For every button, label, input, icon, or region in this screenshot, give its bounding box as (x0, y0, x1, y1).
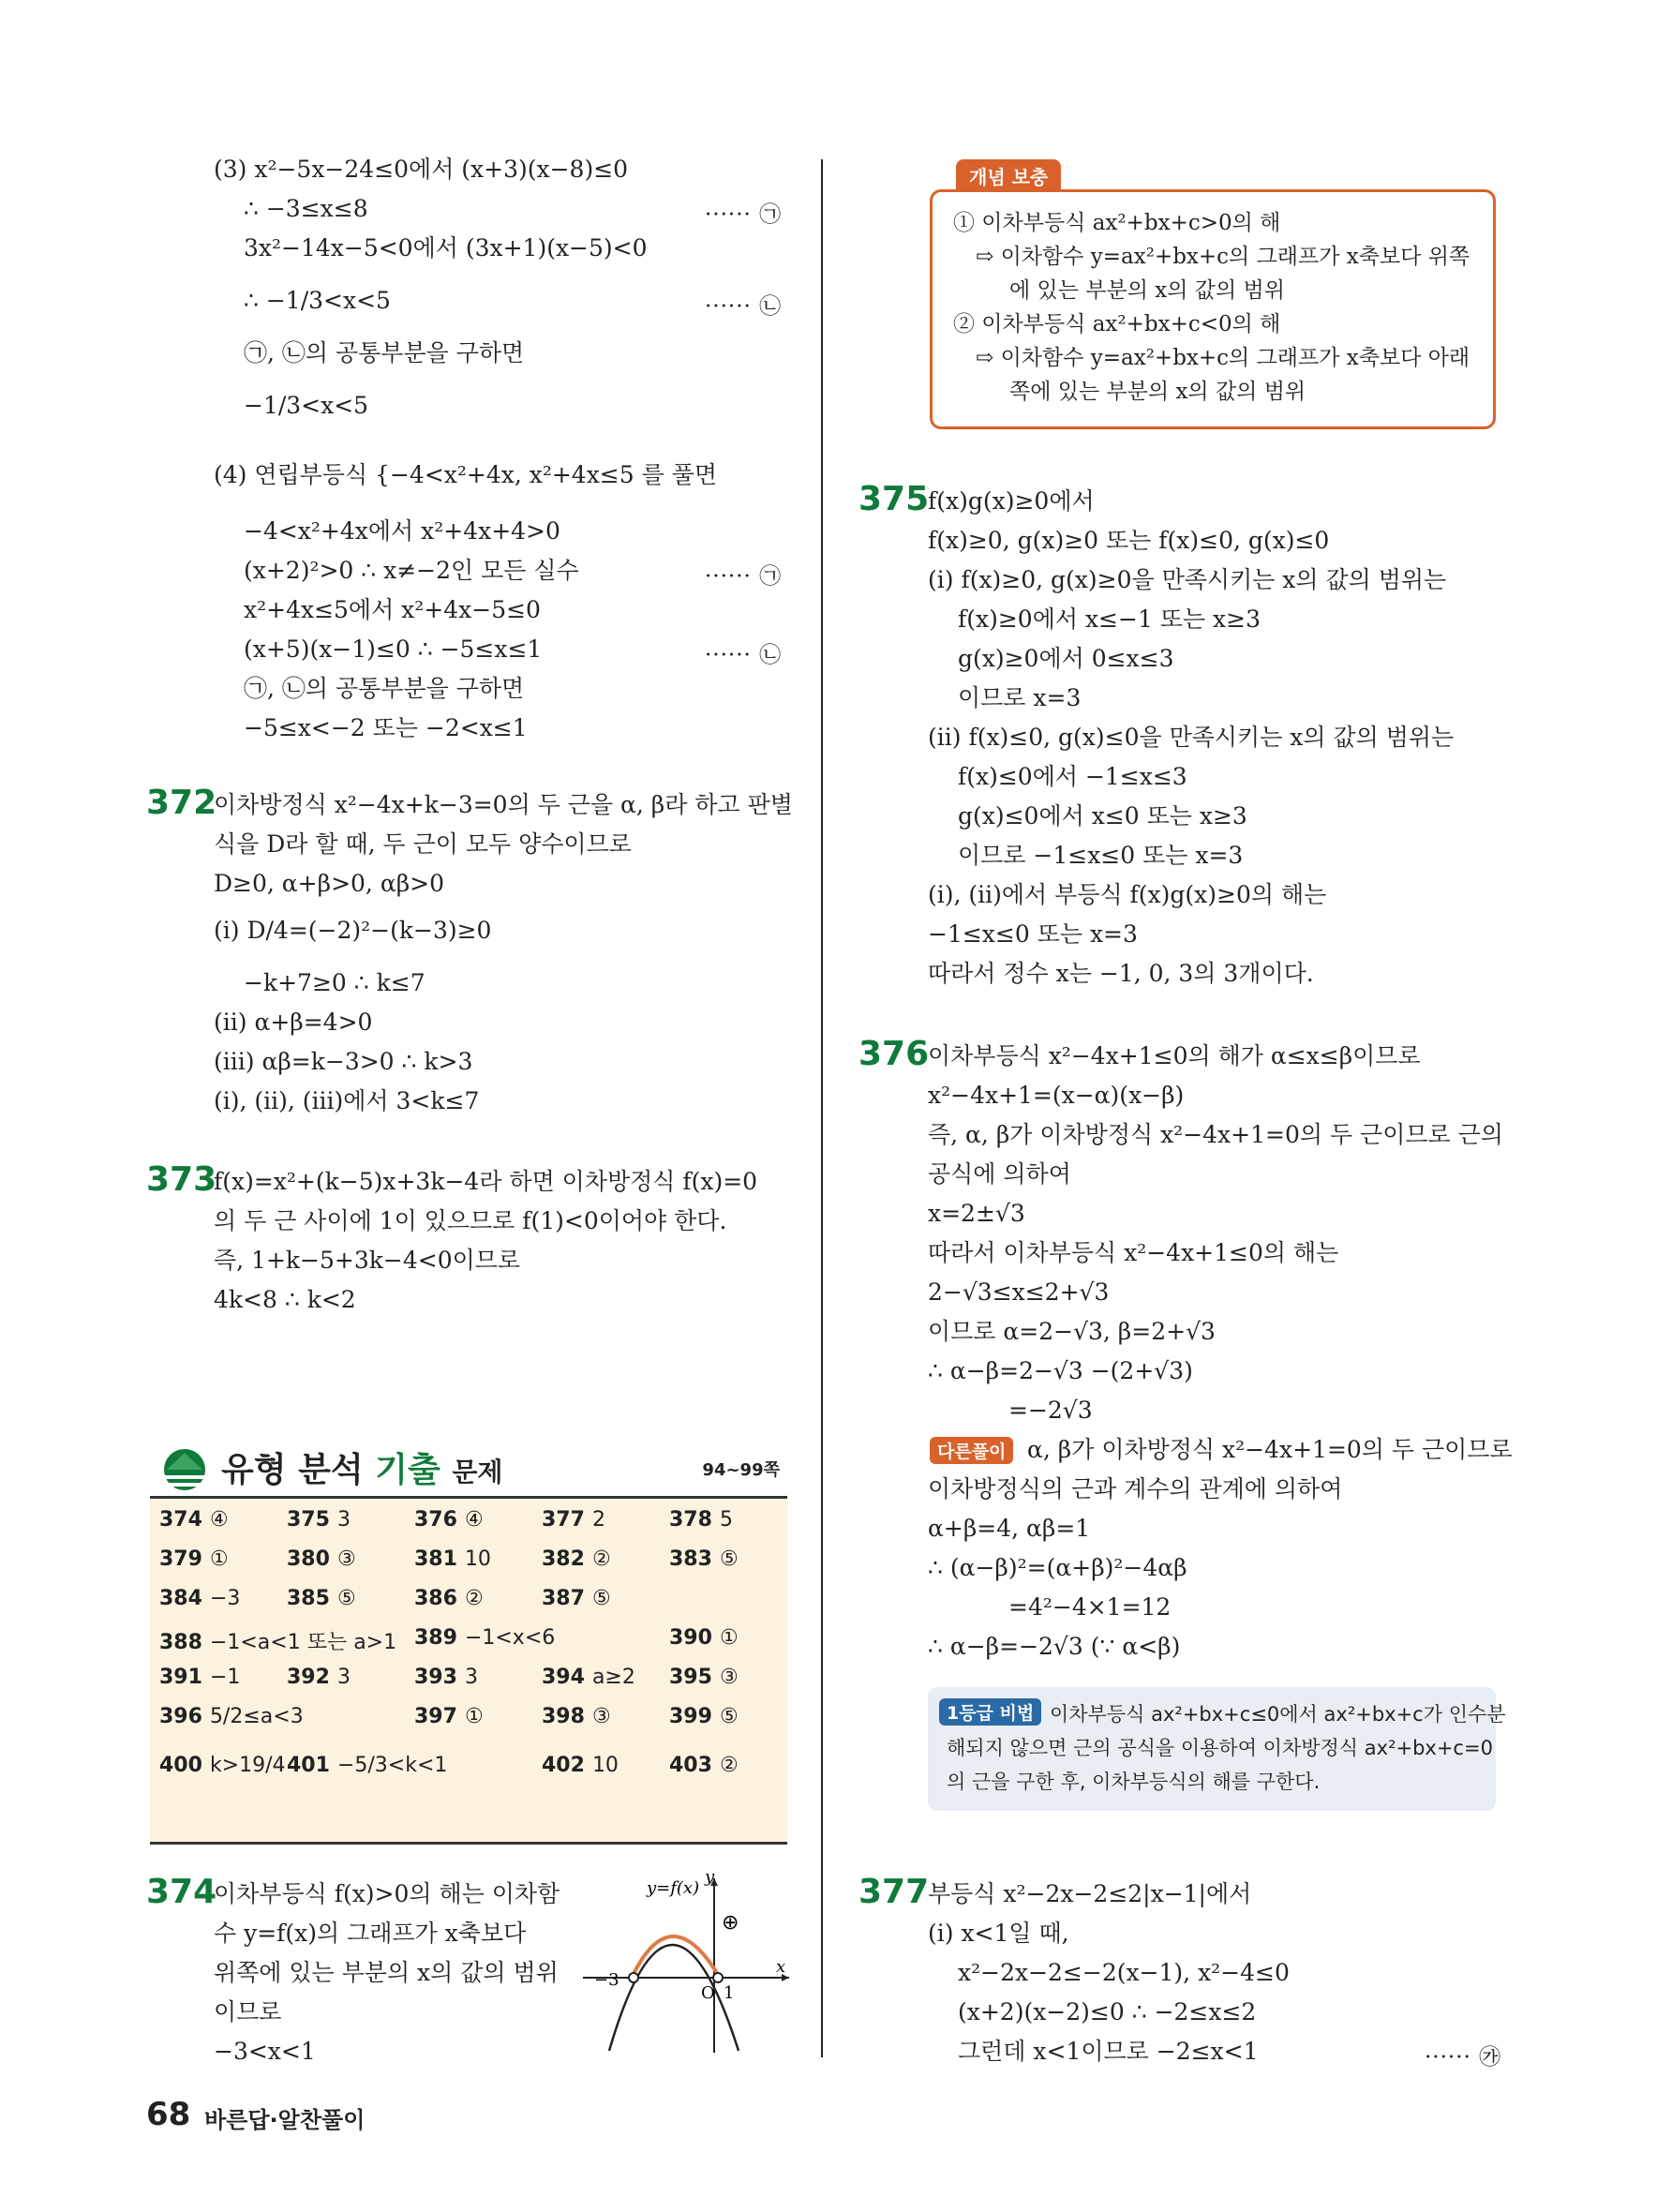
concept-line: ⇨ 이차함수 y=ax²+bx+c의 그래프가 x축보다 아래 (976, 346, 1470, 370)
answer-cell (159, 1705, 304, 1728)
concept-box (930, 189, 1496, 429)
answer-number: 403 (669, 1754, 712, 1777)
answer-cell (159, 1754, 286, 1777)
answer-cell (287, 1666, 351, 1689)
origin-label: O (701, 1983, 715, 2003)
p375-line: (ii) f(x)≤0, g(x)≤0을 만족시키는 x의 값의 범위는 (928, 724, 1455, 751)
tip-tag: 1등급 비법 (939, 1698, 1041, 1726)
answer-cell (414, 1626, 555, 1650)
tip-line: 해되지 않으면 근의 공식을 이용하여 이차방정식 ax²+bx+c=0 (947, 1737, 1493, 1759)
p375-line: −1≤x≤0 또는 x=3 (928, 920, 1138, 948)
answer-value: ④ (464, 1508, 484, 1532)
section-title-c: 기출 (375, 1451, 440, 1489)
answer-number: 377 (542, 1508, 585, 1532)
p375-line: (i), (ii)에서 부등식 f(x)g(x)≥0의 해는 (928, 881, 1327, 908)
parabola-curve (609, 1945, 739, 2051)
p376-line: x²−4x+1=(x−α)(x−β) (928, 1082, 1185, 1109)
answer-number: 400 (159, 1754, 202, 1777)
answer-number: 389 (414, 1626, 457, 1650)
root-right (713, 1973, 723, 1982)
marker: ······ ㉠ (705, 202, 783, 227)
answer-number: 390 (669, 1626, 712, 1650)
answer-value: ② (591, 1547, 611, 1571)
answer-number: 388 (159, 1631, 202, 1654)
parabola-graph (574, 1867, 799, 2055)
answer-cell (414, 1508, 484, 1532)
answer-number: 374 (159, 1508, 202, 1532)
answer-number: 399 (669, 1705, 712, 1728)
problem-number: 374 (146, 1873, 217, 1911)
p375-line: g(x)≥0에서 0≤x≤3 (958, 645, 1174, 672)
p371-3-line: −1/3<x<5 (244, 392, 369, 419)
answer-cell (159, 1508, 229, 1532)
answer-cell (542, 1508, 605, 1532)
answer-cell (287, 1587, 356, 1610)
answer-value: 10 (591, 1754, 619, 1777)
answer-cell (669, 1705, 739, 1728)
p372-line: (i), (ii), (iii)에서 3<k≤7 (214, 1087, 480, 1114)
p372-line: (i) D/4=(−2)²−(k−3)≥0 (214, 917, 492, 944)
concept-line: ② 이차부등식 ax²+bx+c<0의 해 (953, 312, 1281, 336)
answer-cell (159, 1547, 229, 1571)
answer-value: ② (719, 1754, 739, 1777)
answer-value: 10 (464, 1547, 491, 1571)
answer-cell (669, 1666, 739, 1689)
answer-cell (287, 1508, 351, 1532)
tip-line: 이차부등식 ax²+bx+c≤0에서 ax²+bx+c가 인수분 (1050, 1703, 1506, 1726)
answer-value: −3 (209, 1587, 241, 1610)
p374-line: −3<x<1 (214, 2038, 316, 2065)
p372-line: 식을 D라 할 때, 두 근이 모두 양수이므로 (214, 830, 632, 858)
p375-line: 따라서 정수 x는 −1, 0, 3의 3개이다. (928, 960, 1314, 987)
right-root-label: 1 (724, 1983, 735, 2003)
answer-cell (159, 1626, 396, 1655)
p371-3-line: (3) x²−5x−24≤0에서 (x+3)(x−8)≤0 (214, 156, 629, 183)
answer-number: 391 (159, 1666, 202, 1689)
answer-number: 381 (414, 1547, 457, 1571)
answer-value: 2 (591, 1508, 605, 1532)
answer-value: ③ (719, 1666, 739, 1689)
p372-line: −k+7≥0 ∴ k≤7 (244, 969, 425, 996)
answer-value: −1<x<6 (464, 1626, 556, 1650)
marker: ······ ㉮ (1425, 2045, 1502, 2070)
answer-cell (669, 1508, 733, 1532)
concept-line: 쪽에 있는 부분의 x의 값의 범위 (1009, 380, 1306, 404)
answer-value: ⑤ (719, 1705, 739, 1728)
answer-value: ⑤ (336, 1587, 356, 1610)
section-title-a: 유형 (221, 1451, 287, 1489)
answer-value: ⑤ (719, 1547, 739, 1571)
answer-number: 402 (542, 1754, 585, 1777)
p375-line: f(x)≤0에서 −1≤x≤3 (958, 763, 1187, 790)
p375-line: 이므로 −1≤x≤0 또는 x=3 (958, 842, 1244, 869)
answer-cell (669, 1626, 739, 1650)
answer-value: 5 (719, 1508, 733, 1532)
section-logo-icon (154, 1442, 216, 1490)
p374-line: 이차부등식 f(x)>0의 해는 이차함 (214, 1880, 560, 1907)
section-header (150, 1438, 787, 1494)
p375-line: 이므로 x=3 (958, 684, 1082, 711)
p373-line: f(x)=x²+(k−5)x+3k−4라 하면 이차방정식 f(x)=0 (214, 1168, 758, 1195)
p375-line: f(x)≥0, g(x)≥0 또는 f(x)≤0, g(x)≤0 (928, 527, 1330, 554)
p371-3-line: ∴ −3≤x≤8 (244, 195, 368, 222)
p377-line: (x+2)(x−2)≤0 ∴ −2≤x≤2 (958, 1998, 1257, 2025)
y-label: y (705, 1867, 715, 1887)
p374-line: 위쪽에 있는 부분의 x의 값의 범위 (214, 1959, 559, 1986)
answer-cell (414, 1666, 478, 1689)
answer-value: 5/2≤a<3 (209, 1705, 304, 1728)
p371-4-line: −4<x²+4x에서 x²+4x+4>0 (244, 517, 560, 545)
answer-number: 382 (542, 1547, 585, 1571)
answer-value: 3 (336, 1508, 351, 1532)
p375-line: (i) f(x)≥0, g(x)≥0을 만족시키는 x의 값의 범위는 (928, 566, 1447, 593)
answer-cell (542, 1754, 619, 1777)
answer-value: ① (209, 1547, 229, 1571)
p375-line: f(x)≥0에서 x≤−1 또는 x≥3 (958, 605, 1261, 633)
plus-sign-icon: ⊕ (722, 1911, 739, 1935)
root-left (629, 1973, 638, 1982)
answer-number: 397 (414, 1705, 457, 1728)
answer-table (150, 1496, 787, 1845)
answer-number: 401 (287, 1754, 330, 1777)
answer-number: 379 (159, 1547, 202, 1571)
answer-value: ④ (209, 1508, 229, 1532)
problem-number: 376 (858, 1035, 930, 1073)
alt-line: ∴ (α−β)²=(α+β)²−4αβ (928, 1554, 1187, 1581)
answer-number: 380 (287, 1547, 330, 1571)
answer-cell (414, 1705, 484, 1728)
answer-cell (669, 1547, 739, 1571)
alt-solution-tag: 다른풀이 (930, 1437, 1013, 1464)
marker: ······ ㉡ (705, 294, 783, 319)
p372-line: (ii) α+β=4>0 (214, 1009, 373, 1036)
p371-4-line: x²+4x≤5에서 x²+4x−5≤0 (244, 596, 541, 623)
p374-line: 수 y=f(x)의 그래프가 x축보다 (214, 1920, 527, 1947)
answer-value: ③ (336, 1547, 356, 1571)
p371-3-line: 3x²−14x−5<0에서 (3x+1)(x−5)<0 (244, 234, 648, 262)
section-pages: 94~99쪽 (702, 1460, 780, 1480)
answer-value: ⑤ (591, 1587, 611, 1610)
function-label: y=f(x) (647, 1878, 700, 1898)
answer-number: 387 (542, 1587, 585, 1610)
p376-line: x=2±√3 (928, 1200, 1025, 1227)
column-divider (821, 159, 823, 2057)
problem-number: 377 (858, 1873, 930, 1911)
p371-4-line: (x+2)²>0 ∴ x≠−2인 모든 실수 (244, 557, 579, 584)
alt-line: ∴ α−β=−2√3 (∵ α<β) (928, 1633, 1181, 1660)
p375-line: f(x)g(x)≥0에서 (928, 487, 1095, 515)
positive-region-curve (632, 1936, 720, 1978)
p375-line: g(x)≤0에서 x≤0 또는 x≥3 (958, 802, 1247, 830)
p376-line: 즉, α, β가 이차방정식 x²−4x+1=0의 두 근이므로 근의 (928, 1121, 1503, 1148)
answer-number: 378 (669, 1508, 712, 1532)
answer-value: −1 (209, 1666, 241, 1689)
p371-4-line: (4) 연립부등식 {−4<x²+4x, x²+4x≤5 를 풀면 (214, 461, 717, 488)
answer-number: 375 (287, 1508, 330, 1532)
x-label: x (776, 1957, 786, 1977)
answer-number: 394 (542, 1666, 585, 1689)
answer-number: 376 (414, 1508, 457, 1532)
answer-cell (542, 1705, 611, 1728)
p373-line: 즉, 1+k−5+3k−4<0이므로 (214, 1247, 521, 1274)
alt-line: α+β=4, αβ=1 (928, 1515, 1091, 1542)
p372-line: 이차방정식 x²−4x+k−3=0의 두 근을 α, β라 하고 판별 (214, 791, 793, 818)
answer-number: 393 (414, 1666, 457, 1689)
concept-line: 에 있는 부분의 x의 값의 범위 (1009, 278, 1285, 303)
problem-number: 372 (146, 784, 217, 822)
answer-cell (287, 1547, 356, 1571)
p377-line: 부등식 x²−2x−2≤2|x−1|에서 (928, 1880, 1252, 1907)
answer-value: ② (464, 1587, 484, 1610)
section-title-b: 분석 (298, 1451, 364, 1489)
answer-value: −1<a<1 또는 a>1 (209, 1631, 397, 1654)
p371-4-line: ㉠, ㉡의 공통부분을 구하면 (244, 675, 525, 702)
answer-value: k>19/4 (209, 1754, 286, 1777)
answer-value: ① (464, 1705, 484, 1728)
problem-number: 375 (858, 480, 930, 518)
p371-4-line: −5≤x<−2 또는 −2<x≤1 (244, 714, 528, 741)
p371-3-line: ∴ −1/3<x<5 (244, 287, 391, 314)
answer-cell (542, 1587, 611, 1610)
alt-line: =4²−4×1=12 (1008, 1593, 1172, 1621)
answer-number: 398 (542, 1705, 585, 1728)
answer-cell (669, 1754, 739, 1777)
p373-line: 의 두 근 사이에 1이 있으므로 f(1)<0이어야 한다. (214, 1207, 727, 1234)
answer-cell (287, 1754, 447, 1777)
p373-line: 4k<8 ∴ k<2 (214, 1286, 356, 1313)
answer-number: 384 (159, 1587, 202, 1610)
marker: ······ ㉠ (705, 564, 783, 589)
p376-line: 공식에 의하여 (928, 1160, 1071, 1188)
p376-line: 따라서 이차부등식 x²−4x+1≤0의 해는 (928, 1239, 1339, 1266)
answer-cell (159, 1666, 240, 1689)
concept-tag: 개념 보충 (956, 159, 1061, 192)
answer-cell (542, 1666, 635, 1689)
p377-line: (i) x<1일 때, (928, 1920, 1069, 1947)
alt-line: 이차방정식의 근과 계수의 관계에 의하여 (928, 1475, 1343, 1502)
answer-number: 383 (669, 1547, 712, 1571)
p372-line: D≥0, α+β>0, αβ>0 (214, 870, 445, 897)
p374-line: 이므로 (214, 1998, 282, 2025)
answer-cell (542, 1547, 611, 1571)
p376-line: =−2√3 (1008, 1397, 1093, 1424)
section-title-d: 문제 (452, 1457, 503, 1487)
answer-number: 395 (669, 1666, 712, 1689)
p372-line: (iii) αβ=k−3>0 ∴ k>3 (214, 1048, 473, 1075)
p376-line: 2−√3≤x≤2+√3 (928, 1278, 1110, 1306)
answer-number: 396 (159, 1705, 202, 1728)
p376-line: ∴ α−β=2−√3 −(2+√3) (928, 1357, 1193, 1384)
answer-number: 385 (287, 1587, 330, 1610)
answer-value: 3 (336, 1666, 351, 1689)
answer-value: ① (719, 1626, 739, 1650)
p376-line: 이므로 α=2−√3, β=2+√3 (928, 1318, 1216, 1345)
p371-4-line: (x+5)(x−1)≤0 ∴ −5≤x≤1 (244, 635, 543, 663)
tip-line: 의 근을 구한 후, 이차부등식의 해를 구한다. (947, 1771, 1321, 1793)
concept-line: ① 이차부등식 ax²+bx+c>0의 해 (953, 211, 1281, 235)
answer-value: ③ (591, 1705, 611, 1728)
answer-cell (414, 1547, 491, 1571)
marker: ······ ㉡ (705, 643, 783, 667)
problem-number: 373 (146, 1160, 217, 1199)
page-number: 68 (146, 2096, 191, 2133)
footer-label: 바른답·알찬풀이 (204, 2107, 366, 2133)
answer-value: 3 (464, 1666, 478, 1689)
alt-line: α, β가 이차방정식 x²−4x+1=0의 두 근이므로 (1027, 1436, 1513, 1463)
concept-line: ⇨ 이차함수 y=ax²+bx+c의 그래프가 x축보다 위쪽 (976, 245, 1470, 269)
answer-cell (159, 1587, 240, 1610)
answer-number: 392 (287, 1666, 330, 1689)
answer-number: 386 (414, 1587, 457, 1610)
answer-value: −5/3<k<1 (336, 1754, 448, 1777)
p377-line: 그런데 x<1이므로 −2≤x<1 (958, 2038, 1259, 2065)
answer-cell (414, 1587, 484, 1610)
p376-line: 이차부등식 x²−4x+1≤0의 해가 α≤x≤β이므로 (928, 1042, 1421, 1069)
p371-3-line: ㉠, ㉡의 공통부분을 구하면 (244, 339, 525, 366)
answer-value: a≥2 (591, 1666, 635, 1689)
p377-line: x²−2x−2≤−2(x−1), x²−4≤0 (958, 1959, 1290, 1986)
left-root-label: −3 (594, 1970, 620, 1990)
